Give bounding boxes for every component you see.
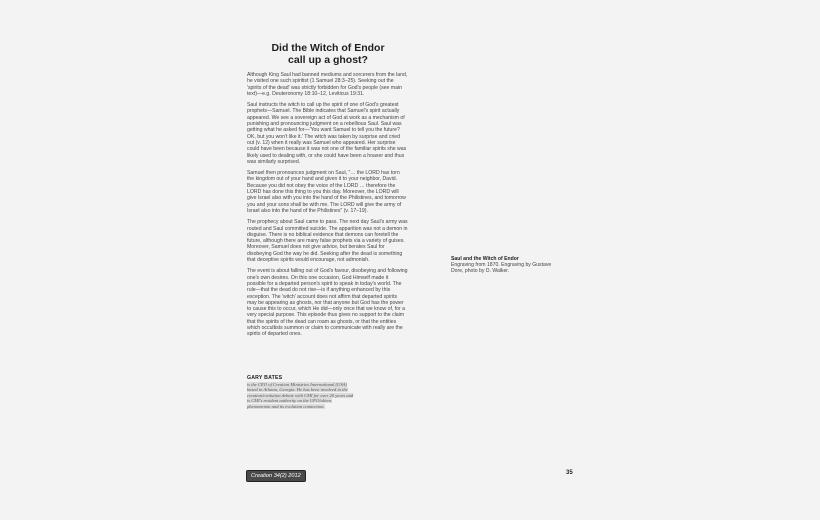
title-line-1: Did the Witch of Endor (271, 42, 385, 54)
publication-badge: Creation 34(2) 2012 (246, 470, 306, 482)
image-caption (451, 256, 561, 275)
body-paragraph-5: The event is about falling out of God's favour, disobeying and following one's own desires. On this one occasion, God Himself made it possible for a departed person's spirit to speak in today's world. The rule—that the dead do not rise—is if anything enhanced by this exception. The 'witch' account does not affirm that departed spirits may be appearing as ghosts, nor that anyone but God has the power to cause this to occur, which He did—only once that we know of, for a very special purpose. This episode thus gives no support to the claim that the spirits of the dead can roam as ghosts, or that the entities which occultists summon or claim to communicate with really are the spirits of departed ones. (247, 268, 408, 338)
author-name: GARY BATES (247, 375, 283, 381)
author-box (247, 375, 355, 409)
body-paragraph-2: Saul instructs the witch to call up the spirit of one of God's greatest prophets—Samuel. The Bible indicates that Samuel's spirit actually appeared. We see a sovereign act of God at work as a mechanism of punishing and pronouncing judgment on a rebellious Saul. Saul was getting what he asked for—'You want Samuel to tell you the future? OK, but you won't like it.' The witch was taken by surprise and cried out (v. 12) when it really was Samuel who appeared. Her surprise could have been because it was not one of the familiar spirits she was likely used to dealing with, or she could have been a hoaxer and thus was similarly surprised. (247, 102, 407, 165)
caption-text: Engraving from 1870. Engraving by Gustave Dore, photo by D. Walker. (451, 262, 552, 275)
body-paragraph-3: Samuel then pronounces judgment on Saul, "… the LORD has torn the kingdom out of your hand and given it to your neighbor, David. Because you did not obey the voice of the LORD … therefore the LORD has done this thing to you this day. Moreover, the LORD will give Israel also with you into the hand of the Philistines, and tomorrow you and your sons shall be with me. The LORD will give the army of Israel also into the hand of the Philistines" (v. 17–19). (247, 170, 406, 214)
body-paragraph-4: The prophecy about Saul came to pass. The next day Saul's army was routed and Saul committed suicide. The apparition was not a demon in disguise. There is no biblical evidence that demons can foretell the future, although there are many false prophets via a variety of guises. Moreover, Samuel does not give advice, but berates Saul for disobeying God the way he did. Seeking after the dead is something that deceptive spirits would encourage, not admonish. (247, 219, 408, 264)
title-line-2: call up a ghost? (288, 54, 368, 66)
article-title (246, 42, 410, 66)
author-bio-text: is the CEO of Creation Ministries International (USA) based in Atlanta, Georgia. He has been involved in the creation/evolution debate with CMI for over 20 years and is CMI's resident authority on the UFO/aliens phenomenon and its evolution connection. (247, 382, 354, 409)
page-number (566, 470, 573, 476)
author-bio (247, 382, 355, 409)
article-body (247, 72, 408, 343)
body-paragraph-1: Although King Saul had banned mediums and sorcerers from the land, he visited one such spiritist (1 Samuel 28:3–25). Seeking out the 'spirits of the dead' was strictly forbidden for God's people (see main text)—e.g. Deuteronomy 18:10–12, Leviticus 19:31. (247, 72, 408, 97)
caption-title: Saul and the Witch of Endor (451, 256, 519, 262)
page-number-text: 35 (566, 470, 573, 476)
